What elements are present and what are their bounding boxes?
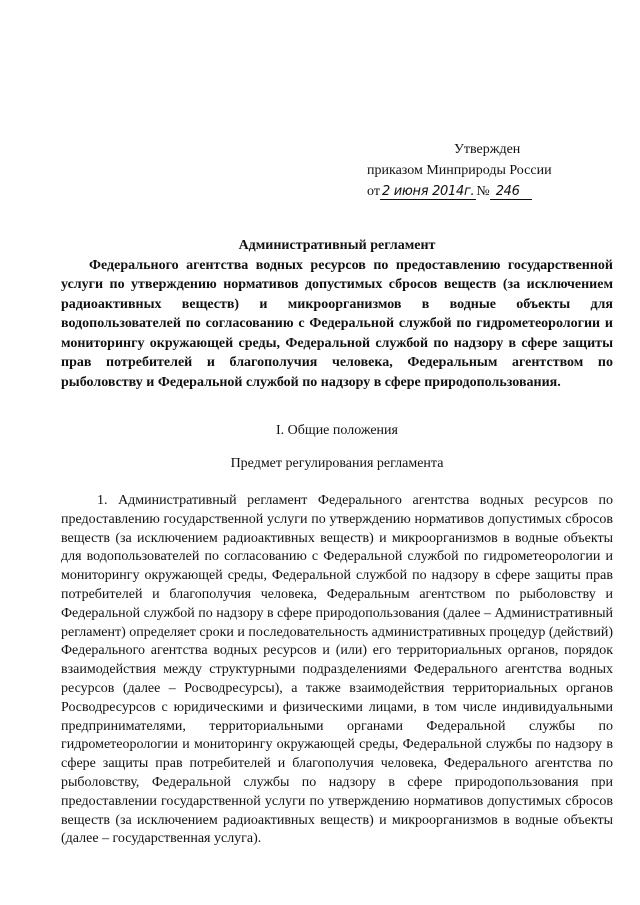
approval-order-label: приказом Минприроды России bbox=[367, 163, 552, 178]
regulation-title bbox=[61, 236, 613, 392]
regulation-title-body: Федерального агентства водных ресурсов по предоставлению государственной услуги по утверждению нормативов допустимых сбросов веществ (за исключением радиоактивных веществ) и микроорганизмов в водные объекты для водопользователей по согласованию с Федеральной службой по гидрометеорологии и мониторингу окружающей среды, Федеральной службой по надзору в сфере защиты прав потребителей и благополучия человека, Федеральным агентством по рыболовству и Федеральной службой по надзору в сфере природопользования. bbox=[61, 257, 613, 390]
approval-from-label: от bbox=[367, 184, 380, 199]
section-heading: I. Общие положения bbox=[276, 423, 398, 438]
approval-date-handwritten: 2 июня 2014г. bbox=[381, 184, 475, 199]
approval-number-handwritten: 246 bbox=[490, 184, 532, 200]
approval-stamp bbox=[367, 139, 577, 202]
approval-date-number-line bbox=[367, 181, 577, 202]
approval-approved-label: Утвержден bbox=[454, 142, 521, 157]
paragraph-1: 1. Административный регламент Федерального агентства водных ресурсов по предоставлению государственной услуги по утверждению нормативов допустимых сбросов веществ (за исключением радиоактивных веществ) и микроорганизмов в водные объекты для водопользователей по согласованию с Федеральной службой по гидрометеорологии и мониторингу окружающей среды, Федеральной службой по надзору в сфере защиты прав потребителей и благополучия человека, Федеральным агентством по рыболовству и Федеральной службой по надзору в сфере природопользования (далее – Административный регламент) определяет сроки и последовательность административных процедур (действий) Федерального агентства водных ресурсов и (или) его территориальных органов, порядок взаимодействия между структурными подразделениями Федерального агентства водных ресурсов (далее – Росводресурсы), а также взаимодействия территориальных органов Росводресурсов с юридическими и физическими лицами, в том числе индивидуальными предпринимателями, территориальными органами Федеральной службы по гидрометеорологии и мониторингу окружающей среды, Федеральной службы по надзору в сфере защиты прав потребителей и благополучия человека, Федерального агентства по рыболовству, Федеральной службы по надзору в сфере природопользования при предоставлении государственной услуги по утверждению нормативов допустимых сбросов веществ (за исключением радиоактивных веществ) и микроорганизмов в водные объекты (далее – государственная услуга). bbox=[61, 493, 614, 847]
approval-number-sign: № bbox=[476, 184, 490, 199]
section-subheading: Предмет регулирования регламента bbox=[230, 456, 444, 471]
regulation-title-heading: Административный регламент bbox=[238, 238, 436, 253]
